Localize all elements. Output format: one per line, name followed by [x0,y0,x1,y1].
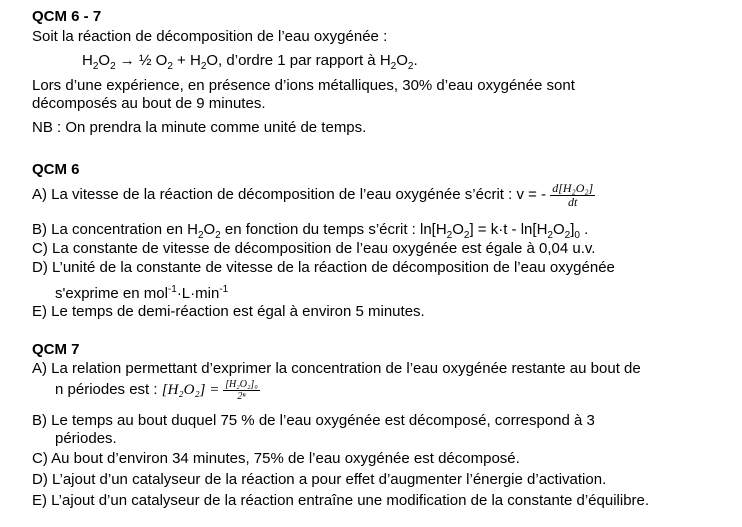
sup: -1 [167,284,177,295]
sub: 2 [564,230,571,241]
qcm7-option-b-line1: B) Le temps au bout duquel 75 % de l’eau oxygénée est décomposé, correspond à 3 [32,412,595,429]
fraction-denominator: dt [568,194,578,209]
option-text: ] [570,221,575,238]
option-text: s'exprime en mol [55,285,168,302]
document-title: QCM 6 - 7 [32,8,102,25]
sub: 2 [215,230,221,241]
sup: -1 [219,284,229,295]
qcm6-option-d-line1: D) L’unité de la constante de vitesse de la réaction de décomposition de l’eau oxygénée [32,259,615,276]
eq-text: + H [172,52,201,69]
qcm6-option-c: C) La constante de vitesse de décomposition de l’eau oxygénée est égale à 0,04 u.v. [32,240,596,257]
experiment-line-2: décomposés au bout de 9 minutes. [32,95,266,112]
qcm7-option-b-line2: périodes. [55,430,117,447]
option-text: O [452,221,464,238]
option-text: en fonction du temps s’écrit : ln[H [220,221,447,238]
fraction-numerator: d[H₂O₂] [552,180,594,195]
sub: 2 [446,230,453,241]
period-fraction [223,379,260,402]
qcm6-option-a [32,180,595,210]
math-lhs: [H₂O₂] [161,382,206,398]
qcm7-option-a-line1: A) La relation permettant d’exprimer la concentration de l’eau oxygénée restante au bout de [32,360,641,377]
qcm6-option-d-line2 [55,281,228,302]
sub: 2 [547,230,553,241]
eq-text: → ½ O [115,52,168,69]
eq-text: O [98,52,111,69]
option-text: n périodes est : [55,381,162,398]
eq-text: H [82,52,93,69]
reaction-equation [82,52,418,75]
eq-sub: 2 [200,61,207,72]
eq-sub: 2 [407,61,414,72]
option-text: ] = k·t - ln[H [469,221,548,238]
option-text: ·L·min [176,285,220,302]
qcm7-option-d: D) L’ajout d’un catalyseur de la réaction a pour effet d’augmenter l’énergie d’activation. [32,471,607,488]
option-text: O [552,221,565,238]
eq-sub: 2 [390,61,397,72]
qcm7-title: QCM 7 [32,341,80,358]
eq-text: O [396,52,408,69]
derivative-fraction [550,182,595,209]
qcm6-option-e: E) Le temps de demi-réaction est égal à environ 5 minutes. [32,303,425,320]
qcm7-option-e: E) L’ajout d’un catalyseur de la réaction entraîne une modification de la constante d’équilibre. [32,492,650,509]
nb-note: NB : On prendra la minute comme unité de temps. [32,119,367,136]
eq-sub: 2 [92,61,99,72]
fraction-numerator: [H₂O₂]₀ [225,378,258,390]
qcm6-title: QCM 6 [32,161,80,178]
sub: 2 [197,230,204,241]
sub: 0 [574,230,580,241]
eq-text: . [413,52,418,69]
option-text: B) La concentration en H [32,221,198,238]
eq-sub: 2 [110,61,116,72]
eq-text: O, d’ordre 1 par rapport à H [206,52,391,69]
eq-sub: 2 [167,61,173,72]
intro-text: Soit la réaction de décomposition de l’eau oxygénée : [32,28,388,45]
sub: 2 [463,230,470,241]
qcm7-option-c: C) Au bout d’environ 34 minutes, 75% de l’eau oxygénée est décomposé. [32,450,520,467]
experiment-line-1: Lors d’une expérience, en présence d’ions métalliques, 30% d’eau oxygénée sont [32,77,575,94]
fraction-denominator: 2ⁿ [237,390,246,402]
option-text: O [203,221,216,238]
qcm7-option-a-line2 [55,376,260,404]
math-equals: = [205,382,224,398]
option-text: . [579,221,589,238]
option-text: A) La vitesse de la réaction de décomposition de l’eau oxygénée s’écrit : v = - [32,186,551,203]
